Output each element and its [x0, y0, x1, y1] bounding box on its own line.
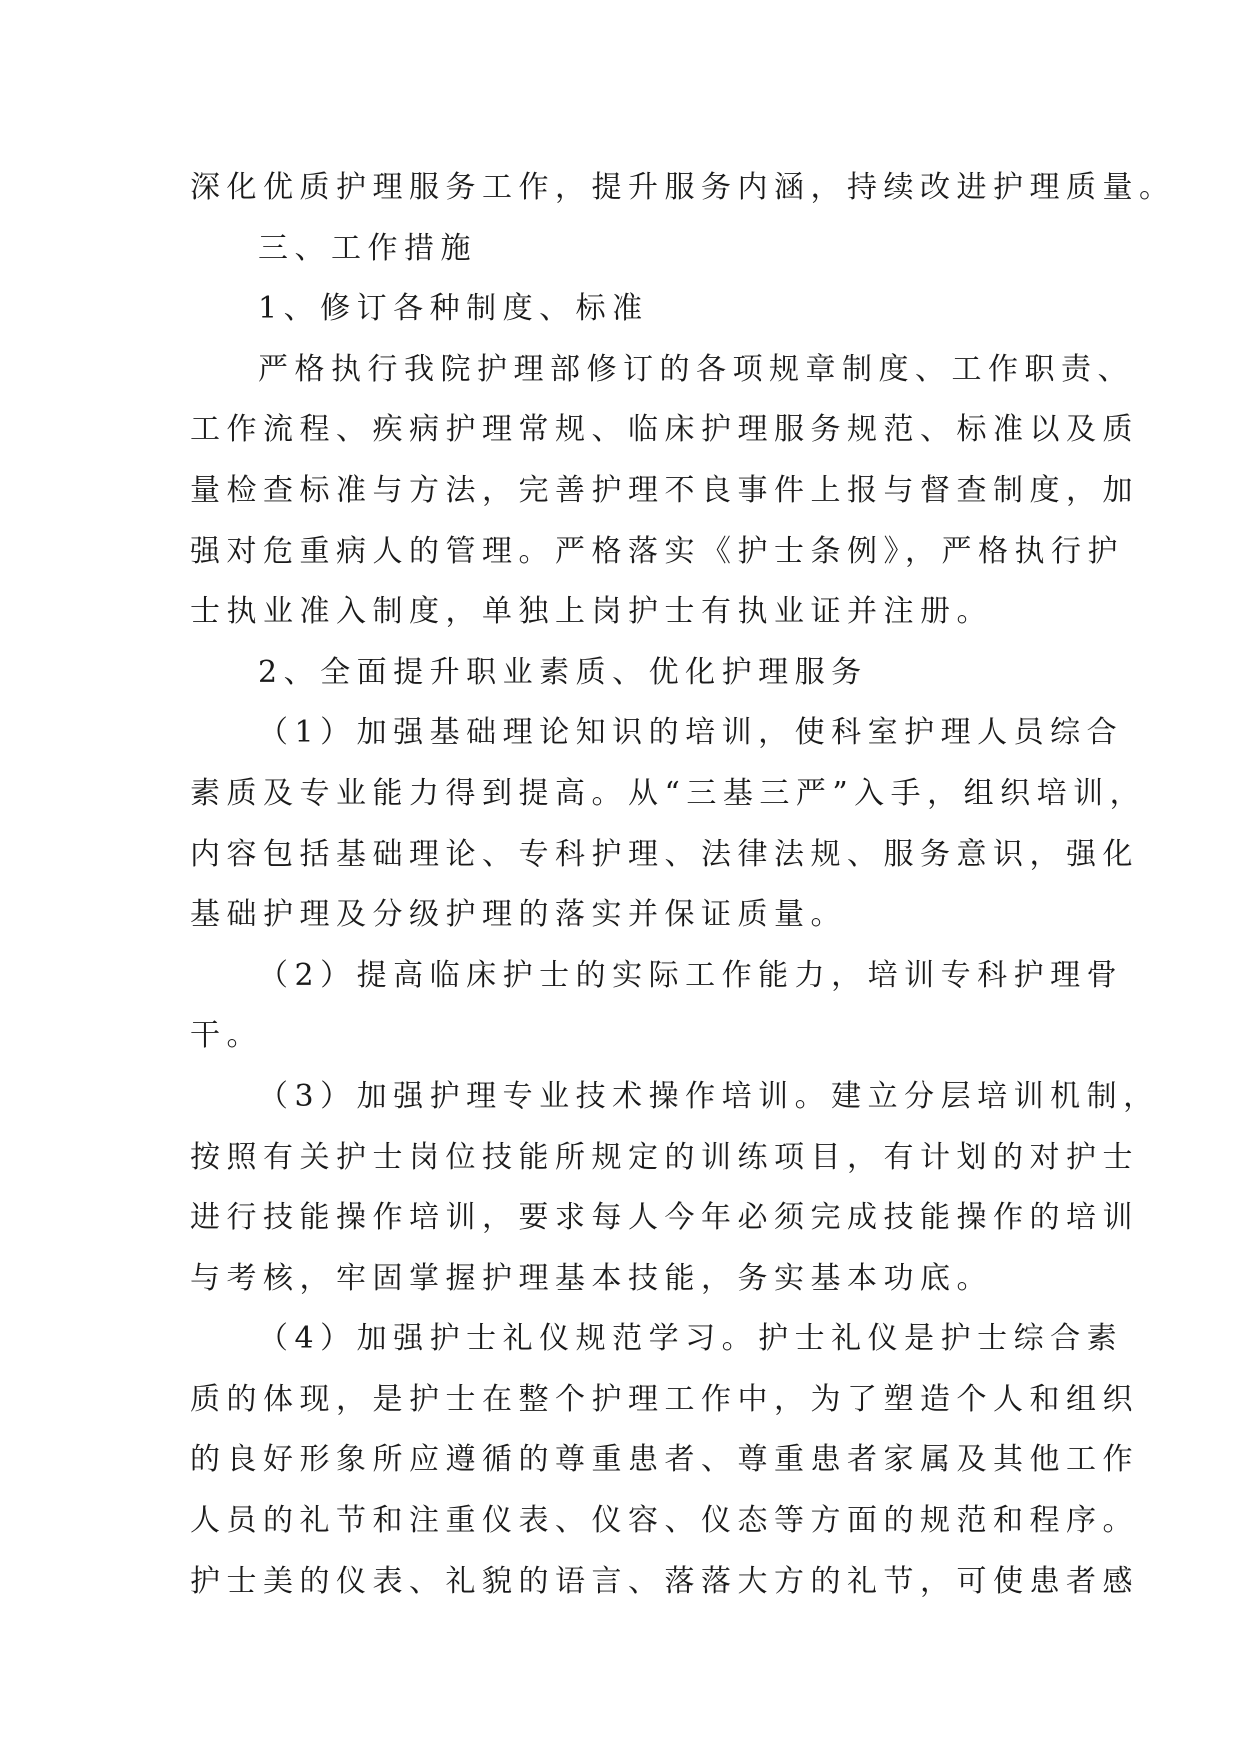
subsection-heading: 2、全面提升职业素质、优化护理服务 — [258, 654, 868, 690]
section-heading: 三、工作措施 — [258, 230, 477, 266]
text-line: 基础护理及分级护理的落实并保证质量。 — [190, 897, 847, 933]
text-line: 工作流程、疾病护理常规、临床护理服务规范、标准以及质 — [190, 412, 1139, 448]
body-text — [190, 158, 1176, 1612]
text-line: 士执业准入制度，单独上岗护士有执业证并注册。 — [190, 594, 993, 630]
text-line: 的良好形象所应遵循的尊重患者、尊重患者家属及其他工作 — [190, 1442, 1139, 1478]
text-line: 强对危重病人的管理。严格落实《护士条例》，严格执行护 — [190, 533, 1124, 569]
text-line: 质的体现，是护士在整个护理工作中，为了塑造个人和组织 — [190, 1381, 1139, 1417]
text-line: 深化优质护理服务工作，提升服务内涵，持续改进护理质量。 — [190, 170, 1176, 205]
text-line: 进行技能操作培训，要求每人今年必须完成技能操作的培训 — [190, 1200, 1139, 1236]
text-line: 人员的礼节和注重仪表、仪容、仪态等方面的规范和程序。 — [190, 1503, 1139, 1539]
text-line: 量检查标准与方法，完善护理不良事件上报与督查制度，加 — [190, 472, 1139, 508]
subsection-heading: 1、修订各种制度、标准 — [258, 291, 649, 327]
text-line: 与考核，牢固掌握护理基本技能，务实基本功底。 — [190, 1260, 993, 1296]
text-line: 干。 — [190, 1018, 263, 1054]
text-line: （2）提高临床护士的实际工作能力，培训专科护理骨 — [258, 957, 1124, 993]
text-line: 护士美的仪表、礼貌的语言、落落大方的礼节，可使患者感 — [190, 1563, 1139, 1599]
text-line: 严格执行我院护理部修订的各项规章制度、工作职责、 — [258, 351, 1134, 387]
text-line: （3）加强护理专业技术操作培训。建立分层培训机制， — [258, 1078, 1160, 1114]
text-line: （1）加强基础理论知识的培训，使科室护理人员综合 — [258, 715, 1124, 751]
text-line: （4）加强护士礼仪规范学习。护士礼仪是护士综合素 — [258, 1321, 1124, 1357]
text-line: 按照有关护士岗位技能所规定的训练项目，有计划的对护士 — [190, 1139, 1139, 1175]
text-line: 内容包括基础理论、专科护理、法律法规、服务意识，强化 — [190, 836, 1139, 872]
text-line: 素质及专业能力得到提高。从“三基三严”入手，组织培训， — [190, 775, 1147, 811]
